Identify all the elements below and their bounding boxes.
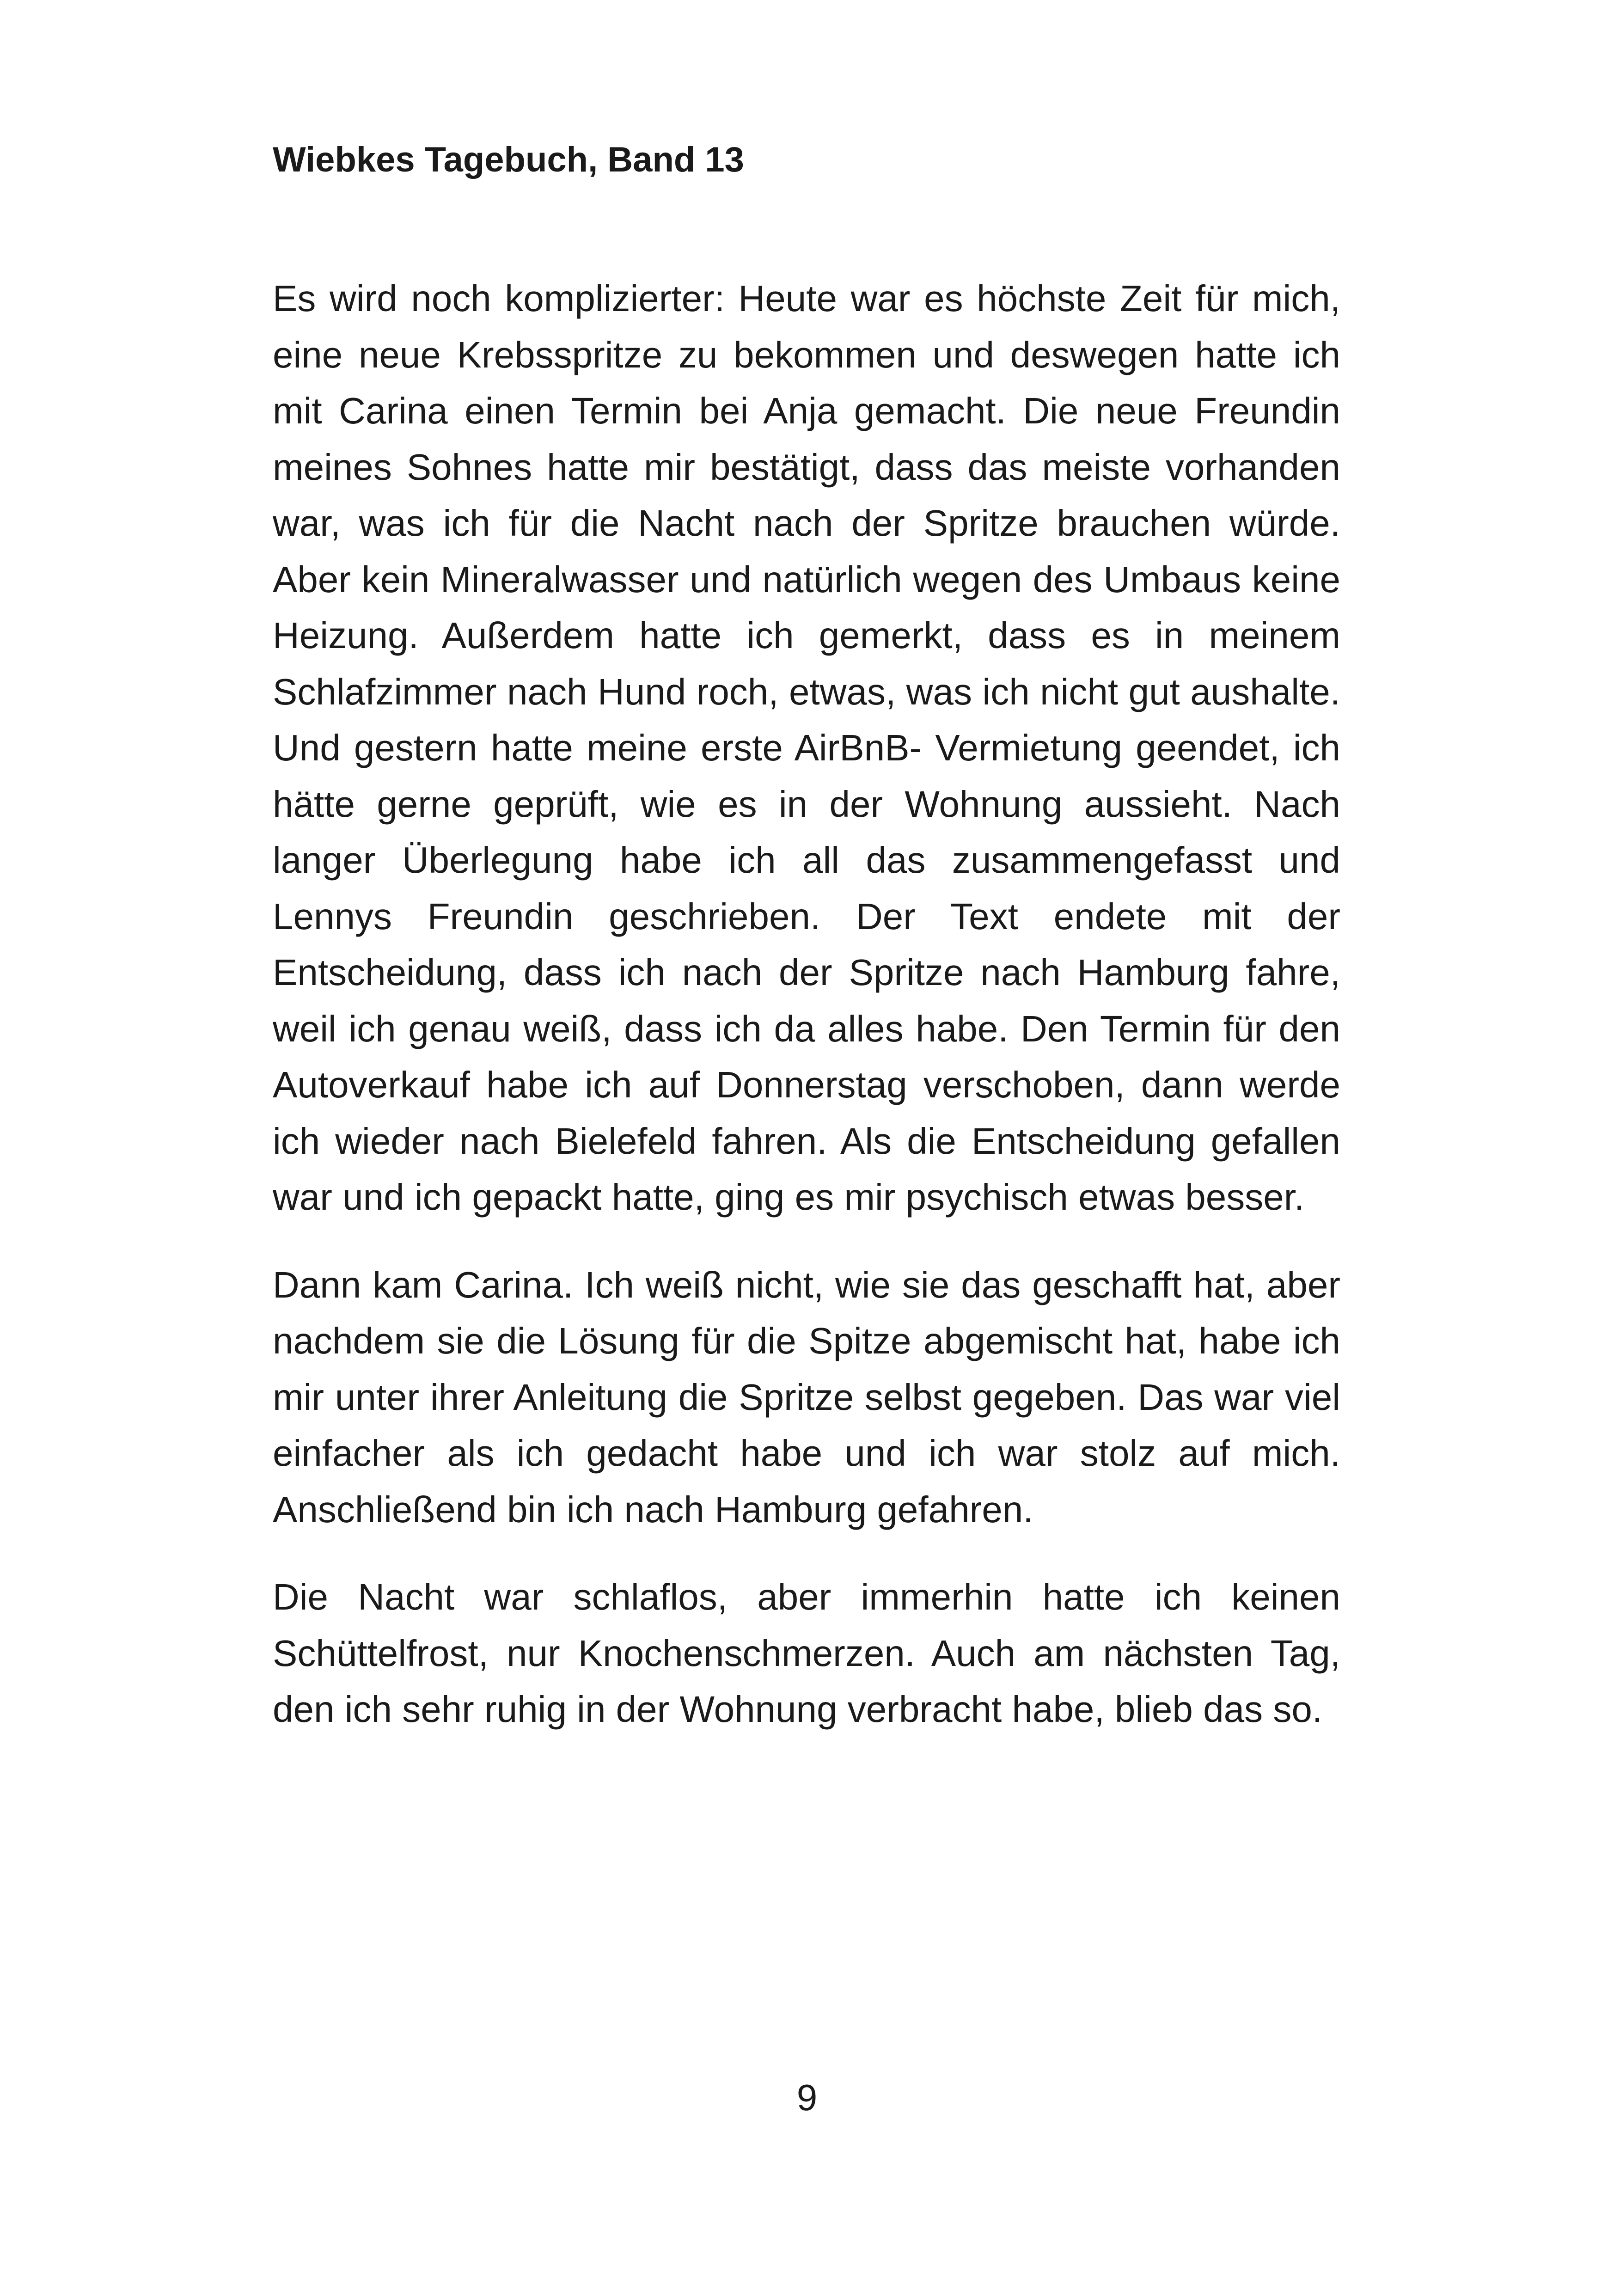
paragraph-1: Es wird noch komplizierter: Heute war es höchste Zeit für mich, eine neue Krebsspritze zu bekommen und deswegen hatte ich mit Carina einen Termin bei Anja gemacht. Die neue Freundin meines Sohnes hatte mir bestätigt, dass das meiste vorhanden war, was ich für die Nacht nach der Spritze brauchen würde. Aber kein Mineralwasser und natürlich wegen des Umbaus keine Heizung. Außerdem hatte ich gemerkt, dass es in meinem Schlafzimmer nach Hund roch, etwas, was ich nicht gut aushalte. Und gestern hatte meine erste AirBnB- Vermietung geendet, ich hätte gerne geprüft, wie es in der Wohnung aussieht. Nach langer Überlegung habe ich all das zusammengefasst und Lennys Freundin geschrieben. Der Text endete mit der Entscheidung, dass ich nach der Spritze nach Hamburg fahre, weil ich genau weiß, dass ich da alles habe. Den Termin für den Autoverkauf habe ich auf Donnerstag verschoben, dann werde ich wieder nach Bielefeld fahren. Als die Entscheidung gefallen war und ich gepackt hatte, ging es mir psychisch etwas besser. — [273, 278, 1340, 1218]
document-body — [273, 270, 1340, 1769]
paragraph-3: Die Nacht war schlaflos, aber immerhin hatte ich keinen Schüttelfrost, nur Knochenschmerzen. Auch am nächsten Tag, den ich sehr ruhig in der Wohnung verbracht habe, blieb das so. — [273, 1576, 1340, 1730]
paragraph-2: Dann kam Carina. Ich weiß nicht, wie sie das geschafft hat, aber nachdem sie die Lösung für die Spitze abgemischt hat, habe ich mir unter ihrer Anleitung die Spritze selbst gegeben. Das war viel einfacher als ich gedacht habe und ich war stolz auf mich. Anschließend bin ich nach Hamburg gefahren. — [273, 1264, 1340, 1530]
page-number: 9 — [796, 2077, 818, 2118]
document-title: Wiebkes Tagebuch, Band 13 — [273, 140, 744, 179]
